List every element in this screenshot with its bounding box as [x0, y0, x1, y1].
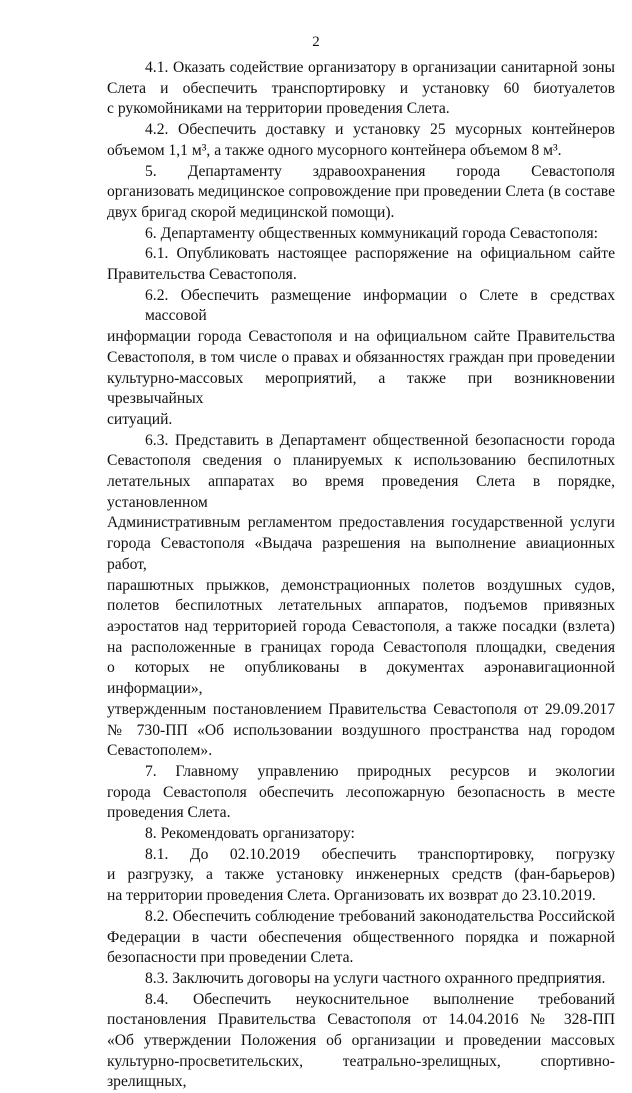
text-line: культурно-просветительских, театрально-зрелищных, спортивно-зрелищных,: [107, 1052, 615, 1091]
text-line: на территории проведения Слета. Организовать их возврат до 23.10.2019.: [107, 887, 596, 905]
text-line: летательных аппаратах во время проведения Слета в порядке, установленном: [107, 473, 615, 511]
text-line: постановления Правительства Севастополя от 14.04.2016 № 328-ПП: [107, 1011, 615, 1029]
text-line: и разгрузку, а также установку инженерных средств (фан-барьеров): [107, 866, 615, 884]
text-line: 8.3. Заключить договоры на услуги частного охранного предприятия.: [145, 969, 606, 987]
text-line: с рукомойниками на территории проведения Слета.: [107, 100, 450, 118]
text-line: безопасности при проведении Слета.: [107, 949, 354, 967]
text-line: проведения Слета.: [107, 804, 231, 822]
text-line: полетов беспилотных летательных аппаратов, подъемов привязных: [107, 597, 615, 615]
text-line: ситуаций.: [107, 410, 173, 428]
text-line: информации города Севастополя и на официальном сайте Правительства: [107, 328, 615, 346]
text-line: «Об утверждении Положения об организации и проведении массовых: [107, 1032, 615, 1050]
text-line: 4.2. Обеспечить доставку и установку 25 мусорных контейнеров: [145, 121, 615, 139]
text-line: аэростатов над территорией города Севастополя, а также посадки (взлета): [107, 617, 615, 635]
text-line: 6.2. Обеспечить размещение информации о Слете в средствах массовой: [145, 286, 615, 325]
text-line: парашютных прыжков, демонстрационных полетов воздушных судов,: [107, 576, 615, 594]
text-line: 4.1. Оказать содействие организатору в организации санитарной зоны: [145, 59, 615, 76]
text-line: объемом 1,1 м³, а также одного мусорного контейнера объемом 8 м³.: [107, 141, 562, 159]
text-line: 6.3. Представить в Департамент общественной безопасности города: [145, 431, 615, 449]
text-line: 6. Департаменту общественных коммуникаций города Севастополя:: [145, 224, 598, 242]
text-line: 8.1. До 02.10.2019 обеспечить транспортировку, погрузку: [145, 845, 615, 863]
text-line: 8. Рекомендовать организатору:: [145, 825, 355, 843]
text-line: о которых не опубликованы в документах аэронавигационной информации»,: [107, 659, 615, 698]
text-line: 8.4. Обеспечить неукоснительное выполнение требований: [145, 990, 615, 1008]
text-line: двух бригад скорой медицинской помощи).: [107, 203, 395, 221]
text-line: утвержденным постановлением Правительства Севастополя от 29.09.2017: [107, 700, 615, 718]
text-line: Федерации в части обеспечения общественного порядка и пожарной: [107, 928, 615, 946]
text-line: 8.2. Обеспечить соблюдение требований законодательства Российской: [145, 907, 615, 925]
text-line: Слета и обеспечить транспортировку и установку 60 биотуалетов: [107, 79, 615, 97]
text-line: 5. Департаменту здравоохранения города Севастополя: [145, 162, 615, 180]
text-line: Правительства Севастополя.: [107, 266, 297, 284]
text-line: на расположенные в границах города Севастополя площадки, сведения: [107, 638, 615, 656]
text-line: Административным регламентом предоставления государственной услуги: [107, 514, 615, 532]
text-line: культурно-массовых мероприятий, а также при возникновении чрезвычайных: [107, 369, 615, 408]
text-line: № 730-ПП «Об использовании воздушного пространства над городом: [107, 721, 615, 739]
text-line: 7. Главному управлению природных ресурсов и экологии: [145, 762, 615, 780]
text-line: города Севастополя «Выдача разрешения на выполнение авиационных работ,: [107, 535, 615, 573]
text-line: Севастополя, в том числе о правах и обязанностях граждан при проведении: [107, 348, 615, 366]
page-number: 2: [312, 34, 320, 50]
text-line: города Севастополя обеспечить лесопожарную безопасность в месте: [107, 783, 615, 801]
text-line: 6.1. Опубликовать настоящее распоряжение на официальном сайте: [145, 245, 615, 263]
document-body: [107, 58, 615, 1093]
text-line: Севастополем».: [107, 742, 213, 760]
text-line: Севастополя сведения о планируемых к использованию беспилотных: [107, 452, 615, 470]
text-line: организовать медицинское сопровождение при проведении Слета (в составе: [107, 183, 615, 201]
